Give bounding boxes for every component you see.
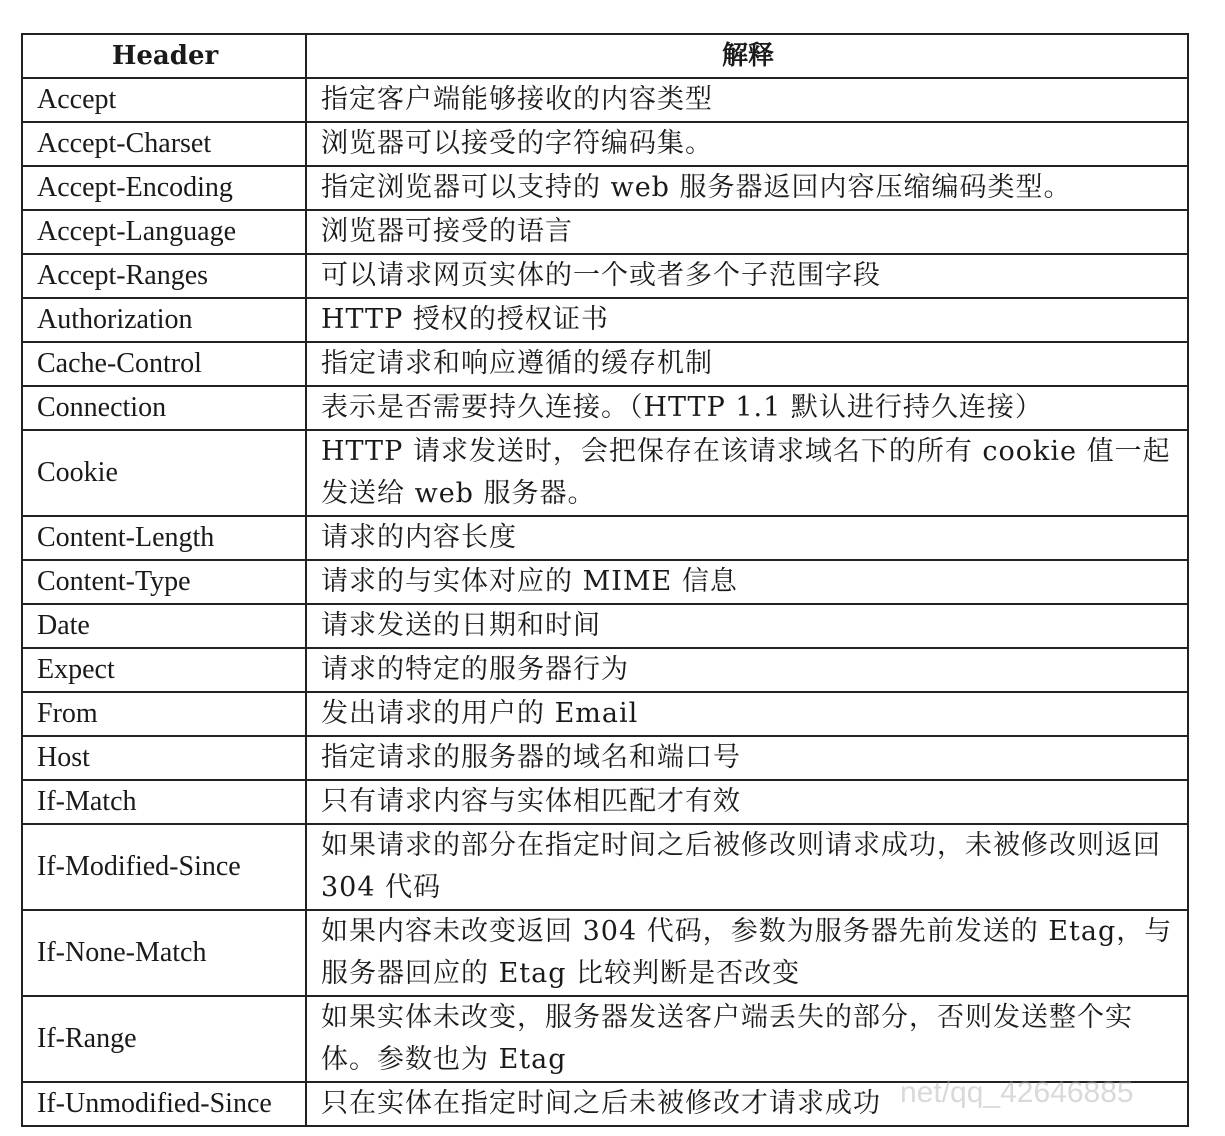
header-name: Content-Type — [22, 560, 306, 604]
header-name: If-Match — [22, 780, 306, 824]
header-name: Accept-Encoding — [22, 166, 306, 210]
header-description: 如果实体未改变，服务器发送客户端丢失的部分，否则发送整个实体。参数也为 Etag — [306, 996, 1188, 1082]
header-name: Authorization — [22, 298, 306, 342]
table-row — [22, 166, 1188, 210]
table-row — [22, 78, 1188, 122]
header-name: Host — [22, 736, 306, 780]
header-description: 只在实体在指定时间之后未被修改才请求成功 — [306, 1082, 1188, 1126]
header-description: 请求的内容长度 — [306, 516, 1188, 560]
header-description: HTTP 请求发送时，会把保存在该请求域名下的所有 cookie 值一起发送给 web 服务器。 — [306, 430, 1188, 516]
header-description: 指定请求的服务器的域名和端口号 — [306, 736, 1188, 780]
header-description: 指定客户端能够接收的内容类型 — [306, 78, 1188, 122]
header-description: 表示是否需要持久连接。（HTTP 1.1 默认进行持久连接） — [306, 386, 1188, 430]
table-row — [22, 604, 1188, 648]
http-headers-table — [21, 33, 1189, 1127]
header-name: Content-Length — [22, 516, 306, 560]
table-row — [22, 736, 1188, 780]
header-name: Connection — [22, 386, 306, 430]
table-row — [22, 122, 1188, 166]
header-description: 请求的与实体对应的 MIME 信息 — [306, 560, 1188, 604]
table-row — [22, 910, 1188, 996]
header-name: Cookie — [22, 430, 306, 516]
table-row — [22, 342, 1188, 386]
header-description: 只有请求内容与实体相匹配才有效 — [306, 780, 1188, 824]
header-description: 浏览器可接受的语言 — [306, 210, 1188, 254]
table-row — [22, 996, 1188, 1082]
header-name: From — [22, 692, 306, 736]
header-description: 浏览器可以接受的字符编码集。 — [306, 122, 1188, 166]
table-row — [22, 780, 1188, 824]
header-name: If-Modified-Since — [22, 824, 306, 910]
header-name: Date — [22, 604, 306, 648]
header-name: Accept-Language — [22, 210, 306, 254]
table-row — [22, 298, 1188, 342]
header-description: 可以请求网页实体的一个或者多个子范围字段 — [306, 254, 1188, 298]
header-description: 如果内容未改变返回 304 代码，参数为服务器先前发送的 Etag，与服务器回应的 Etag 比较判断是否改变 — [306, 910, 1188, 996]
table-row — [22, 386, 1188, 430]
header-name: If-None-Match — [22, 910, 306, 996]
header-name: Cache-Control — [22, 342, 306, 386]
header-name: If-Unmodified-Since — [22, 1082, 306, 1126]
header-description: 指定浏览器可以支持的 web 服务器返回内容压缩编码类型。 — [306, 166, 1188, 210]
header-name: Accept-Ranges — [22, 254, 306, 298]
table-row — [22, 692, 1188, 736]
table-row — [22, 824, 1188, 910]
table-row — [22, 1082, 1188, 1126]
header-name: Expect — [22, 648, 306, 692]
header-description: HTTP 授权的授权证书 — [306, 298, 1188, 342]
header-description: 请求发送的日期和时间 — [306, 604, 1188, 648]
watermark: net/qq_42646885 — [900, 1076, 1134, 1109]
table-row — [22, 210, 1188, 254]
table-row — [22, 430, 1188, 516]
table-row — [22, 516, 1188, 560]
header-description: 如果请求的部分在指定时间之后被修改则请求成功，未被修改则返回 304 代码 — [306, 824, 1188, 910]
header-name: Accept — [22, 78, 306, 122]
table-row — [22, 560, 1188, 604]
header-name: If-Range — [22, 996, 306, 1082]
table-header-row — [22, 34, 1188, 78]
table-row — [22, 254, 1188, 298]
header-description: 指定请求和响应遵循的缓存机制 — [306, 342, 1188, 386]
header-description: 发出请求的用户的 Email — [306, 692, 1188, 736]
column-header-explanation: 解释 — [306, 34, 1188, 78]
header-description: 请求的特定的服务器行为 — [306, 648, 1188, 692]
column-header-header: Header — [22, 34, 306, 78]
table-row — [22, 648, 1188, 692]
header-name: Accept-Charset — [22, 122, 306, 166]
http-headers-table-container — [21, 33, 1187, 1127]
